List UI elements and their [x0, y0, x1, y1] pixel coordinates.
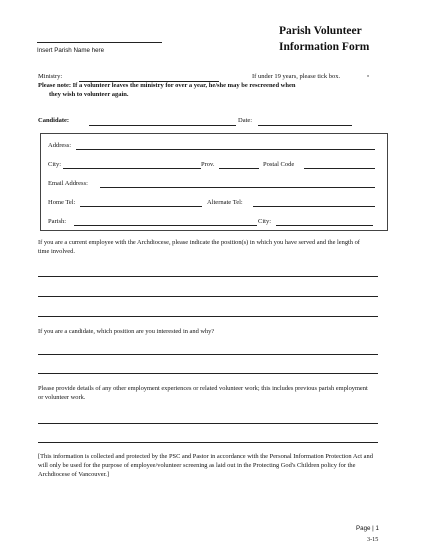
experience-answer-line[interactable] — [38, 442, 378, 443]
candidate-label: Candidate: — [38, 117, 70, 124]
employee-question: If you are a current employee with the Archdiocese, please indicate the position(s) in which you have served and the length of time involved. — [38, 239, 360, 255]
contact-details-box — [40, 133, 388, 231]
candidate-question: If you are a candidate, which position are you interested in and why? — [38, 328, 215, 335]
home-tel-field[interactable] — [80, 206, 202, 207]
experience-answer-line[interactable] — [38, 423, 378, 424]
prov-label: Prov. — [201, 161, 215, 168]
alternate-tel-label: Alternate Tel: — [207, 199, 243, 206]
employee-answer-line[interactable] — [38, 316, 378, 317]
address-field[interactable] — [76, 149, 375, 150]
form-code: 3-15 — [367, 536, 379, 543]
ministry-label: Ministry: — [38, 73, 63, 80]
rescreen-note-line1: Please note: If a volunteer leaves the ministry for over a year, he/she may be rescreened when — [38, 82, 296, 89]
date-field[interactable] — [258, 125, 352, 126]
email-field[interactable] — [100, 187, 375, 188]
page-number: Page | 1 — [356, 525, 379, 532]
prov-field[interactable] — [219, 168, 259, 169]
privacy-disclaimer: [This information is collected and protected by the PSC and Pastor in accordance with the Personal Information Protection Act and will only be used for the purpose of employee/volunteer screening as laid out in the Protecting God's Children policy for the Archdiocese of Vancouver.] — [38, 453, 373, 478]
parish-label: Parish: — [48, 218, 67, 225]
home-tel-label: Home Tel: — [48, 199, 76, 206]
candidate-answer-line[interactable] — [38, 354, 378, 355]
city-label: City: — [48, 161, 62, 168]
rescreen-note-line2: they wish to volunteer again. — [49, 91, 129, 98]
parish-field[interactable] — [74, 225, 257, 226]
alternate-tel-field[interactable] — [253, 206, 375, 207]
parish-city-label: City: — [258, 218, 272, 225]
candidate-field[interactable] — [89, 125, 236, 126]
parish-name-line[interactable] — [37, 42, 162, 43]
city-field[interactable] — [63, 168, 201, 169]
under19-checkbox[interactable]: ▫ — [367, 73, 370, 80]
email-label: Email Address: — [48, 180, 88, 187]
parish-city-field[interactable] — [276, 225, 373, 226]
under19-label: If under 19 years, please tick box. — [252, 73, 341, 80]
employee-answer-line[interactable] — [38, 276, 378, 277]
experience-question: Please provide details of any other employment experiences or related volunteer work; this includes previous parish employment or volunteer work. — [38, 385, 368, 401]
candidate-answer-line[interactable] — [38, 373, 378, 374]
form-title-line1: Parish Volunteer — [279, 25, 362, 37]
postal-code-label: Postal Code — [263, 161, 295, 168]
address-label: Address: — [48, 142, 72, 149]
parish-name-label: Insert Parish Name here — [37, 47, 105, 54]
employee-answer-line[interactable] — [38, 296, 378, 297]
date-label: Date: — [238, 117, 253, 124]
postal-code-field[interactable] — [304, 168, 375, 169]
form-title-line2: Information Form — [279, 41, 370, 53]
